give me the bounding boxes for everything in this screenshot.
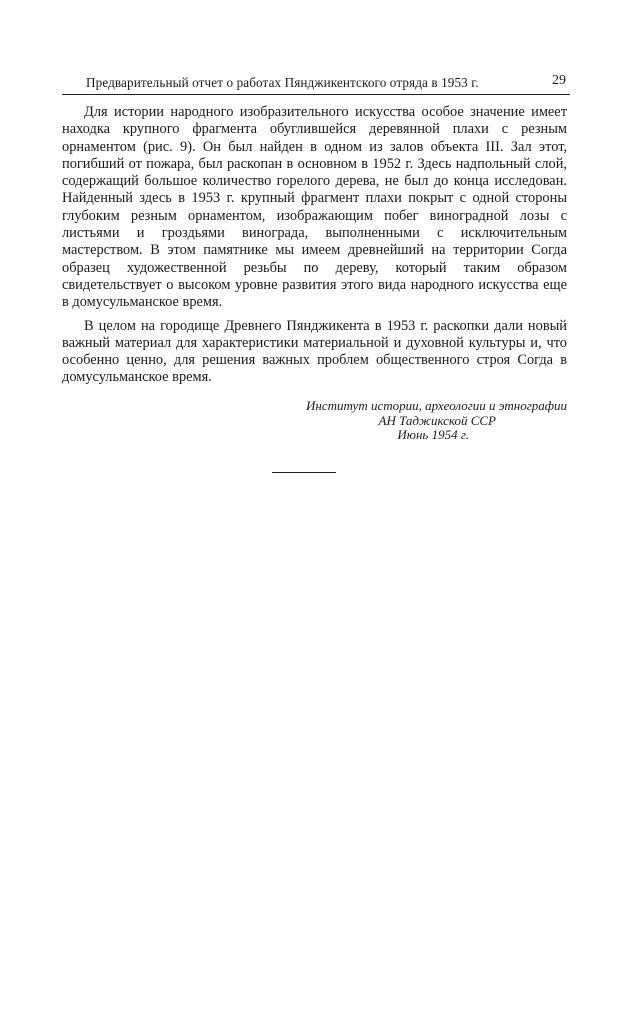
paragraph-conclusion: В целом на городище Древнего Пянджикента в 1953 г. раскопки дали новый важный материал для характеристики материальной и духовной культуры и, что особенно ценно, для решения важных проблем общественного строя Согда в домусульманское время. bbox=[62, 317, 567, 386]
author-signature bbox=[207, 399, 567, 443]
running-header bbox=[62, 72, 570, 95]
end-divider bbox=[272, 472, 336, 473]
signature-institute: Институт истории, археологии и этнографии bbox=[305, 398, 567, 413]
signature-academy: АН Таджикской ССР bbox=[378, 412, 496, 428]
article-body bbox=[62, 104, 567, 393]
paragraph-woodcarving: Для истории народного изобразительного искусства особое значение имеет находка крупного фрагмента обуглившейся деревянной плахи с резным орнаментом (рис. 9). Он был найден в одном из залов объекта III. Зал этот, погибший от пожара, был раскопан в основном в 1952 г. Здесь надпольный слой, содержащий большое количество горелого дерева, не был до конца исследован. Найденный здесь в 1953 г. крупный фрагмент плахи покрыт с одной стороны глубоким резным орнаментом, изображающим побег виноградной лозы с листьями и гроздьями винограда, выполненными с исключительным мастерством. В этом памятнике мы имеем древнейший на территории Согда образец художественной резьбы по дереву, который таким образом свидетельствует о высоком уровне развития этого вида народного искусства еще в домусульманское время. bbox=[62, 104, 567, 311]
running-title: Предварительный отчет о работах Пянджикентского отряда в 1953 г. bbox=[86, 75, 479, 90]
page-number: 29 bbox=[552, 73, 566, 88]
signature-date: Июнь 1954 г. bbox=[397, 427, 469, 442]
